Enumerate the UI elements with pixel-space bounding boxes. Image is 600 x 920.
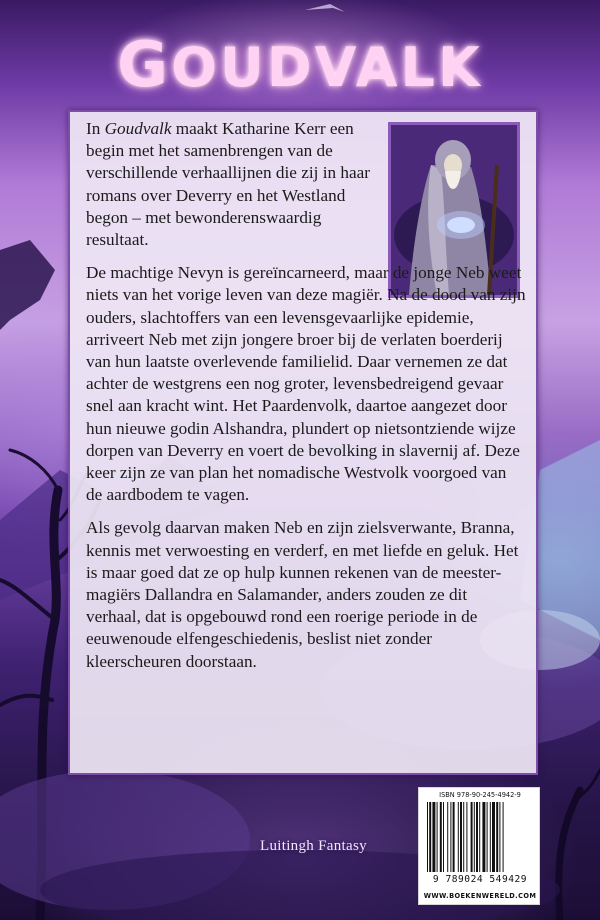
barcode-icon	[425, 802, 535, 874]
blurb-text	[86, 118, 526, 684]
blurb-paragraph-3: Als gevolg daarvan maken Neb en zijn zielsverwante, Branna, kennis met verwoesting en verderf, en met liefde en geluk. Het is maar goed dat ze op hulp kunnen rekenen van de meester-magiërs Dallandra en Salamander, anders zouden ze dit verhaal, dat is opgebouwd rond een roerige periode in de eeuwenoude elfengeschiedenis, beslist niet zonder kleerscheuren doorstaan.	[86, 518, 519, 671]
title-initial: G	[117, 28, 172, 101]
isbn-text: ISBN 978-90-245-4942-9	[439, 791, 521, 799]
publisher-imprint: Luitingh Fantasy	[260, 838, 367, 854]
website-url: WWW.BOEKENWERELD.COM	[423, 892, 537, 900]
book-title	[0, 28, 600, 101]
blurb-p1-lead: In	[86, 119, 105, 138]
blurb-paragraph-2: De machtige Nevyn is gereïncarneerd, maar de jonge Neb weet niets van het vorige leven van deze magiër. Na de dood van zijn ouders, slachtoffers van een levensgevaarlijke epidemie, arriveert Neb met zijn jongere broer bij de verlaten boerderij van hun laatste overlevende familielid. Daar vernemen ze dat achter de westgrens een nog groter, levensbedreigend gevaar snel aan kracht wint. Het Paardenvolk, daartoe aangezet door hun nieuwe godin Alshandra, plundert op nietsontziende wijze dorpen van Deverry en voert de bevolking in slavernij af. Deze keer zijn ze van plan het nomadische Westvolk voorgoed van de aardbodem te vagen.	[86, 263, 526, 505]
title-rest: OUDVALK	[171, 36, 483, 99]
barcode-digits: 9 789024 549429	[432, 874, 528, 885]
blurb-paragraph-1	[86, 118, 378, 251]
blurb-p1-body: maakt Katharine Kerr een begin met het samenbrengen van de verschillende verhaallijnen die zij in haar romans over Deverry en het Westland begon – met bewonderenswaardig resultaat.	[86, 119, 370, 250]
barcode-label	[418, 787, 540, 905]
blurb-p1-title: Goudvalk	[104, 119, 172, 138]
